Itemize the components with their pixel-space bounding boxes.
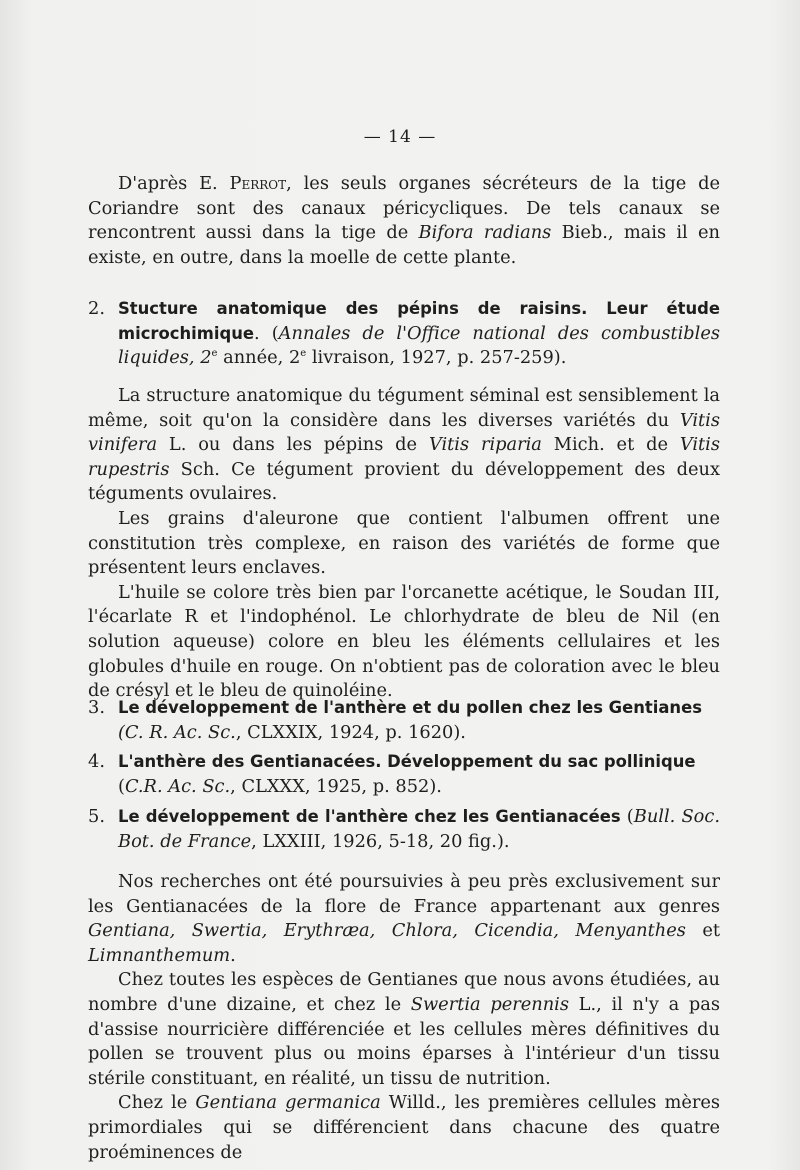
entry-4 <box>88 750 720 799</box>
journal-tail: année, <box>217 347 284 369</box>
livraison-superscript: e <box>300 348 307 360</box>
paragraph <box>88 384 720 507</box>
text: Nos recherches ont été poursuivies à peu près exclusivement sur les Gentianacées de la flore de France appartenant aux genres <box>88 871 720 917</box>
text: Mich. et de <box>541 434 680 456</box>
genus-list: Gentiana, Swertia, Erythræa, Chlora, Cicendia, Menyanthes <box>88 920 686 942</box>
text: La structure anatomique du tégument séminal est sensiblement la même, soit qu'on la considère dans les diverses variétés du <box>88 385 720 431</box>
journal-superscript: e <box>211 348 218 360</box>
entry-ref: , LXXIII, 1926, 5-18, 20 fig.). <box>251 830 510 852</box>
genus-name: Limnanthemum <box>88 944 231 966</box>
text: . <box>230 944 236 966</box>
entry-journal: Bull. Soc. Bot. de France <box>118 806 720 852</box>
paragraph <box>88 1091 720 1165</box>
entry-title: L'anthère des Gentianacées. Développement du sac pollinique <box>118 752 696 771</box>
species-name: Gentiana germanica <box>195 1092 381 1114</box>
section-2-body <box>88 384 720 704</box>
entry-journal: (C. R. Ac. Sc. <box>118 721 236 743</box>
text: et <box>685 920 720 942</box>
text: Sch. Ce tégument provient du développement des deux téguments ovulaires. <box>88 458 720 505</box>
entry-3 <box>88 696 720 745</box>
species-name: Swertia perennis <box>410 993 569 1015</box>
author-name: Perrot <box>229 173 287 194</box>
intro-text-3: Bieb., mais il en existe, en outre, dans la moelle de cette plante. <box>88 222 720 268</box>
species-name: Bifora radians <box>418 222 552 244</box>
entry-ref-open: ( <box>118 775 125 797</box>
section-5-body <box>88 870 720 1165</box>
species-name: Vitis rupestris <box>88 434 720 480</box>
species-name: Vitis riparia <box>428 434 542 456</box>
text: L. ou dans les pépins de <box>157 434 429 456</box>
entry-title: Le développement de l'anthère chez les Gentianacées <box>118 807 621 826</box>
text: Chez toutes les espèces de Gentianes que nous avons étudiées, au nombre d'une dizaine, et chez le <box>88 969 720 1015</box>
entry-ref: , CLXXX, 1925, p. 852). <box>230 775 442 797</box>
entry-number: 5. <box>88 806 105 827</box>
species-name: Vitis vinifera <box>88 409 720 456</box>
paragraph <box>88 968 720 1091</box>
paragraph: L'huile se colore très bien par l'orcanette acétique, le Soudan III, l'écarlate R et l'indophénol. Le chlorhydrate de bleu de Nil (en solution aqueuse) colore en bleu les éléments cellulaires et les globules d'huile en rouge. On n'obtient pas de coloration avec le bleu de crésyl et le bleu de quinoléine. <box>88 581 720 702</box>
text: L., il n'y a pas d'assise nourricière différenciée et les cellules mères définitives du pollen se trouvent plus ou moins éparses à l'intérieur d'un tissu stérile constituant, en réalité, un tissu de nutrition. <box>88 993 721 1089</box>
entry-number: 4. <box>88 751 105 772</box>
page-number: — 14 — <box>363 127 437 147</box>
paragraph <box>88 870 720 968</box>
paragraph: Les grains d'aleurone que contient l'albumen offrent une constitution très complexe, en raison des variétés de forme que présentent leurs enclaves. <box>88 507 720 579</box>
intro-text-2: , les seuls organes sécréteurs de la tige de Coriandre sont des canaux péricycliques. De tels canaux se rencontrent aussi dans la tige de <box>88 173 720 244</box>
entry-ref-2: livraison, 1927, p. 257-259). <box>306 347 567 369</box>
entry-journal: C.R. Ac. Sc. <box>124 775 231 797</box>
entry-number: 3. <box>88 697 105 718</box>
entry-ref-open: . ( <box>253 322 279 344</box>
entry-title: Stucture anatomique des pépins de raisins. Leur étude microchimique <box>118 299 720 343</box>
entry-number: 2. <box>88 298 105 319</box>
entry-2 <box>88 297 720 371</box>
entry-ref: , CLXXIX, 1924, p. 1620). <box>235 721 466 743</box>
intro-text-1: D'après E. <box>118 173 230 194</box>
entry-ref-open: ( <box>620 806 634 827</box>
intro-paragraph <box>88 172 720 270</box>
text: Willd., les premières cellules mères primordiales qui se différencient dans chacune des quatre proéminences de <box>88 1092 720 1163</box>
entry-ref-1: 2 <box>283 347 301 369</box>
entry-title: Le développement de l'anthère et du pollen chez les Gentianes <box>118 698 702 717</box>
entry-5 <box>88 805 720 854</box>
entry-journal: Annales de l'Office national des combustibles liquides, 2 <box>118 322 720 369</box>
text: Chez le <box>118 1092 196 1114</box>
